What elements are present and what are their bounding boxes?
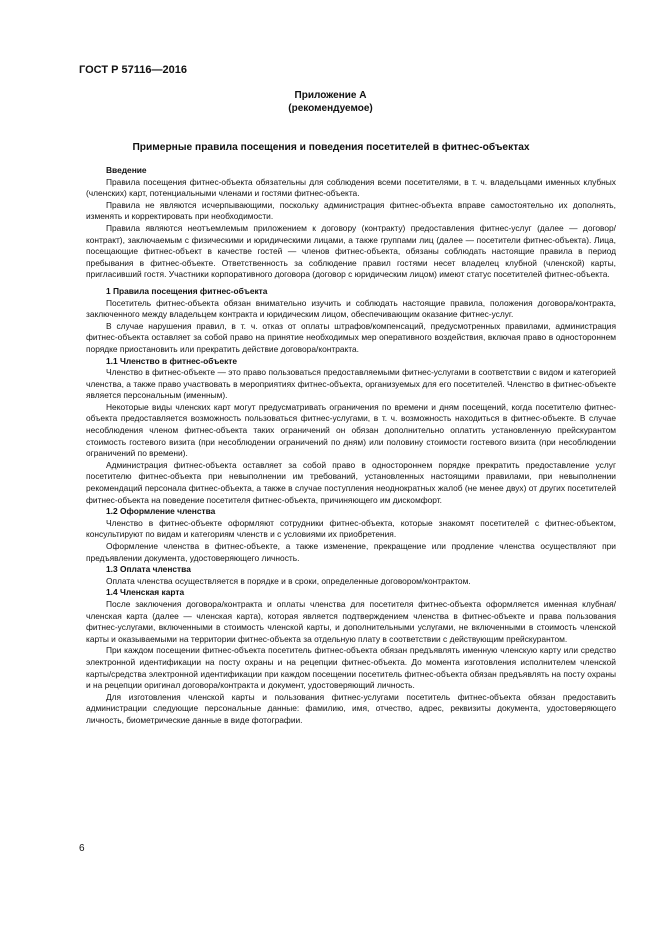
- section-heading-1-4: 1.4 Членская карта: [106, 587, 185, 598]
- paragraph: После заключения договора/контракта и оплаты членства для посетителя фитнес-объекта оформляется именная клубная/членская карта (далее — членская карта), которая является подтверждением членства в фитнес-объекте и права пользования фитнес-услугами, включенными в стоимость членской карты, и дополнительными услугами, не включенными в стоимость членской карты и оказываемыми на территории фитнес-объекта за отдельную плату в соответствии с действующим прейскурантом.: [86, 598, 616, 644]
- paragraph: Оформление членства в фитнес-объекте, а также изменение, прекращение или продление членства осуществляют при предъявлении документа, удостоверяющего личность.: [86, 541, 616, 563]
- appendix-block: [0, 89, 661, 115]
- section-heading-1-2: 1.2 Оформление членства: [106, 506, 216, 517]
- intro-heading: Введение: [106, 165, 147, 175]
- paragraph: Администрация фитнес-объекта оставляет за собой право в одностороннем порядке прекратить предоставление услуг посетителю фитнес-объекта при невыполнении им требований, установленных настоящими правилами, при невыполнении рекомендаций персонала фитнес-объекта, а также в случае поступления неоднократных жалоб (не менее двух) от других посетителей фитнес-объекта на поведение посетителя фитнес-объекта, причиняющего им дискомфорт.: [86, 459, 616, 505]
- main-title: Примерные правила посещения и поведения посетителей в фитнес-объектах: [132, 142, 530, 153]
- paragraph: Членство в фитнес-объекте оформляют сотрудники фитнес-объекта, которые знакомят посетителей с фитнес-объектом, консультируют по видам и категориям членств и с условиями их приобретения.: [86, 517, 616, 540]
- paragraph: Правила не являются исчерпывающими, поскольку администрация фитнес-объекта вправе самостоятельно их дополнять, изменять и корректировать при необходимости.: [86, 199, 616, 222]
- appendix-title: Приложение А: [294, 90, 367, 101]
- appendix-subtitle: (рекомендуемое): [288, 103, 373, 114]
- document-body: [86, 165, 616, 727]
- paragraph: При каждом посещении фитнес-объекта посетитель фитнес-объекта обязан предъявлять именную членскую карту или средство электронной идентификации на посту охраны и на рецепции фитнес-объекта. До момента изготовления исполнителем членской карты/средства электронной идентификации при каждом посещении посетитель фитнес-объекта обязан предъявлять на посту охраны и на рецепции оригинал договора/контракта и документ, удостоверяющий личность.: [86, 645, 616, 691]
- paragraph: Правила посещения фитнес-объекта обязательны для соблюдения всеми посетителями, в т. ч. владельцами именных клубных (членских) карт, потенциальными членами и гостями фитнес-объекта.: [86, 176, 616, 199]
- paragraph: В случае нарушения правил, в т. ч. отказ от оплаты штрафов/компенсаций, предусмотренных правилами, администрация фитнес-объекта оставляет за собой право на принятие необходимых мер оперативного воздействия, включая право в одностороннем порядке приостановить или прекратить действие договора/контракта.: [86, 320, 616, 354]
- page-number: 6: [79, 843, 85, 854]
- paragraph: Оплата членства осуществляется в порядке и в сроки, определенные договором/контрактом.: [106, 575, 471, 586]
- paragraph: Правила являются неотъемлемым приложением к договору (контракту) предоставления фитнес-услуг (далее — договор/контракт), заключаемым с физическими и юридическими лицами, а также группами лиц (далее — посетители фитнес-объекта). Лица, посещающие фитнес-объект в качестве гостей — членов фитнес-объекта, обязаны соблюдать настоящие правила в период пребывания в фитнес-объекте. Ответственность за соблюдение правил гостями несет владелец клубной (членской) карты, пригласивший гостя. Участники корпоративного договора (договор с юридическим лицом) имеют статус посетителей фитнес-объекта.: [86, 222, 616, 280]
- paragraph: Членство в фитнес-объекте — это право пользоваться предоставляемыми фитнес-услугами в соответствии с видом и категорией членства, а также право участвовать в мероприятиях фитнес-объекта, организуемых для его посетителей. Членство в фитнес-объекте является персональным (именным).: [86, 367, 616, 401]
- paragraph: Для изготовления членской карты и пользования фитнес-услугами посетитель фитнес-объекта обязан предоставить администрации следующие персональные данные: фамилию, имя, отчество, адрес, реквизиты документа, удостоверяющего личность, биометрические данные в виде фотографии.: [86, 691, 616, 725]
- section-heading-1-1: 1.1 Членство в фитнес-объекте: [106, 355, 238, 366]
- section-heading-1: 1 Правила посещения фитнес-объекта: [106, 285, 268, 296]
- section-heading-1-3: 1.3 Оплата членства: [106, 564, 191, 575]
- standard-header: ГОСТ Р 57116—2016: [79, 64, 187, 76]
- paragraph: Посетитель фитнес-объекта обязан внимательно изучить и соблюдать настоящие правила, положения договора/контракта, заключенного между владельцем контракта и юридическим лицом, обеспечивающим оказание фитнес-услуг.: [86, 297, 616, 320]
- paragraph: Некоторые виды членских карт могут предусматривать ограничения по времени и дням посещений, когда посетителю фитнес-объекта предоставляется возможность пользоваться фитнес-услугами, в т. ч. возможность находиться в фитнес-объекте. В случае несоблюдения членом фитнес-объекта таких ограничений он обязан дополнительно оплатить установленную прейскурантом стоимость гостевого визита (при несоблюдении ограничений по дням) или половину стоимости гостевого визита (при несоблюдении ограничений по времени).: [86, 401, 616, 459]
